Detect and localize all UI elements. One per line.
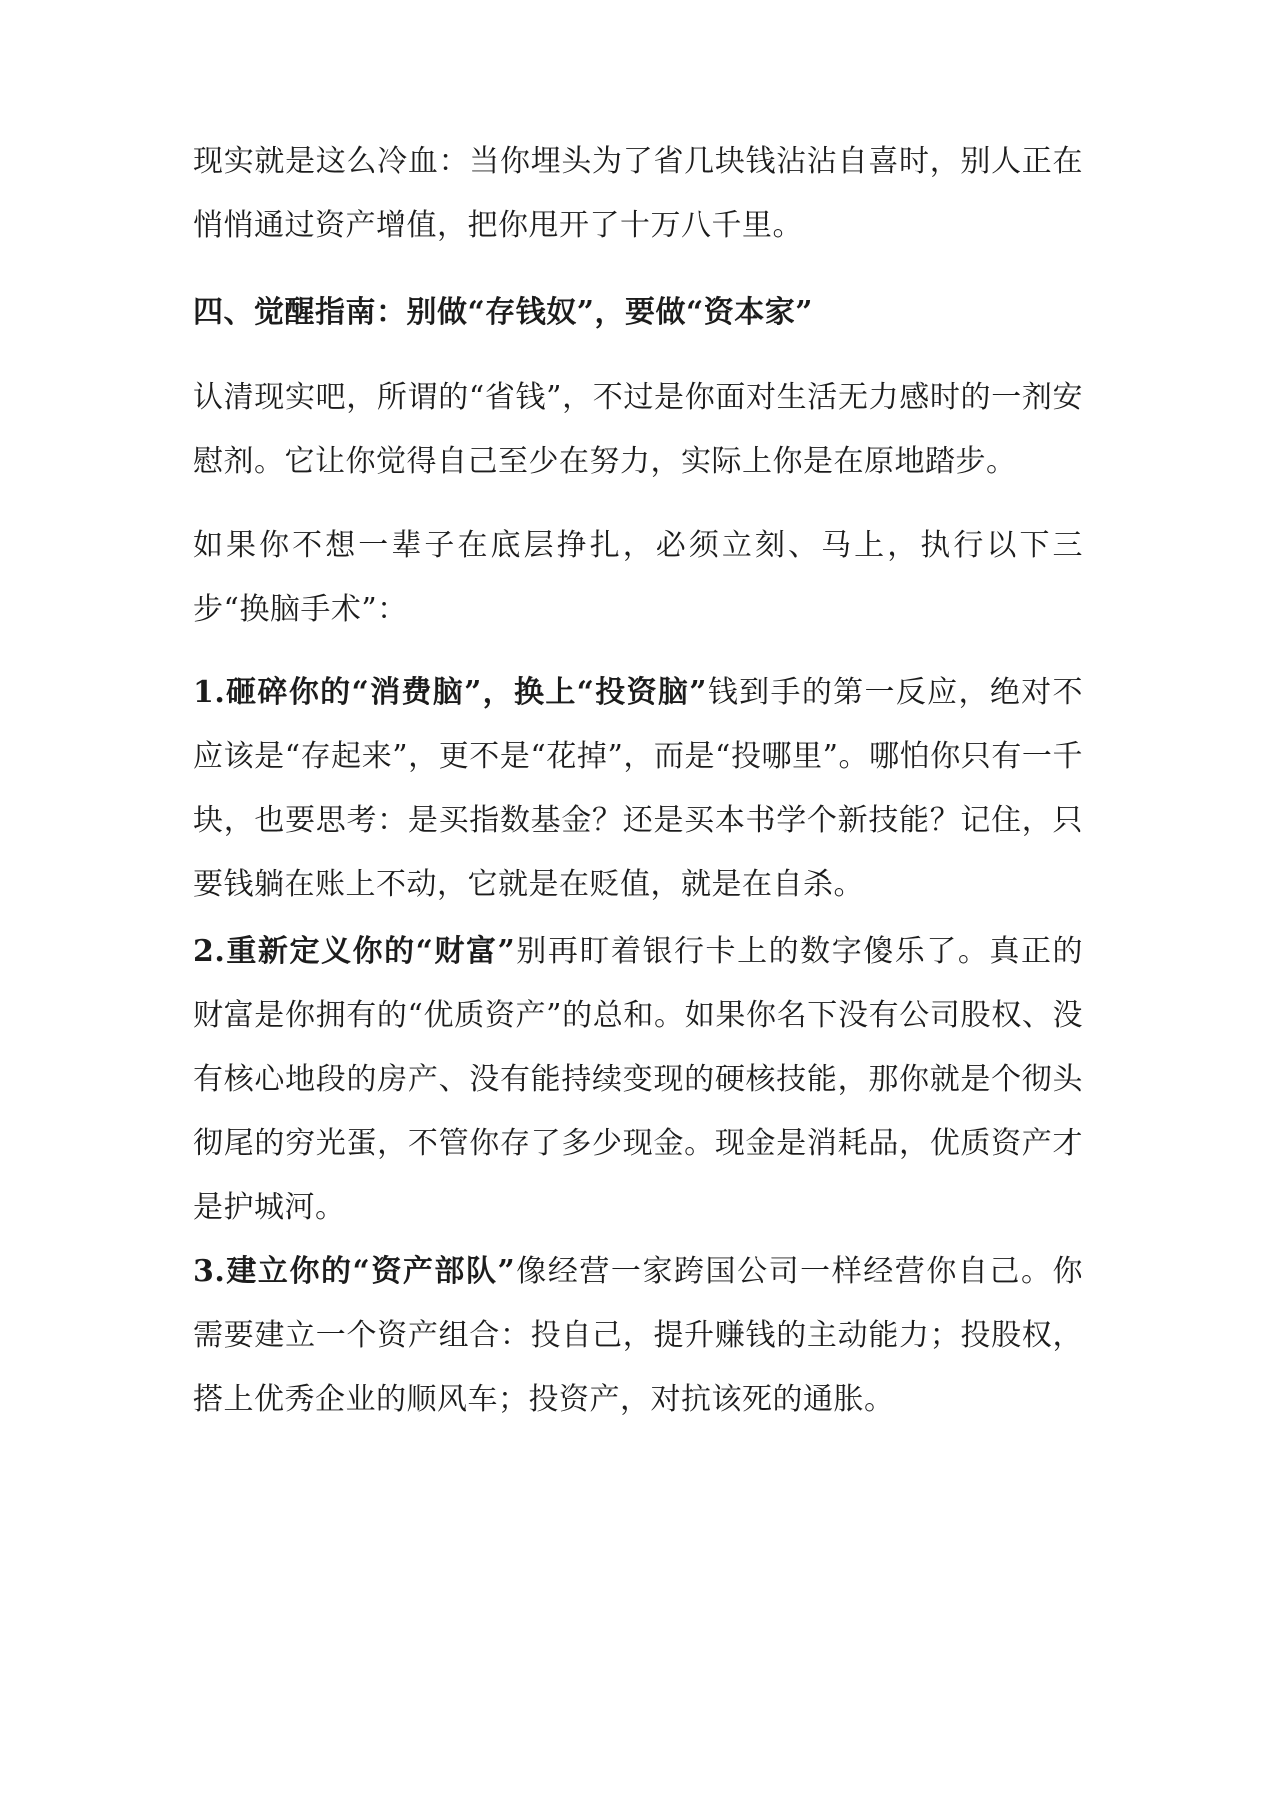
step-2-paragraph (193, 920, 1083, 1240)
paragraph-text: 如果你不想一辈子在底层挣扎，必须立刻、马上，执行以下三步“换脑手术”： (193, 528, 1083, 627)
step-3-paragraph (193, 1240, 1083, 1432)
heading-text: 四、觉醒指南：别做“存钱奴”，要做“资本家” (193, 295, 814, 330)
step-1-paragraph (193, 661, 1083, 917)
paragraph-text: 现实就是这么冷血：当你埋头为了省几块钱沾沾自喜时，别人正在悄悄通过资产增值，把你甩开了十万八千里。 (193, 144, 1083, 243)
step-1-title: 1.砸碎你的“消费脑”，换上“投资脑” (193, 675, 708, 710)
step-2-body: 别再盯着银行卡上的数字傻乐了。真正的财富是你拥有的“优质资产”的总和。如果你名下没有公司股权、没有核心地段的房产、没有能持续变现的硬核技能，那你就是个彻头彻尾的穷光蛋，不管你存了多少现金。现金是消耗品，优质资产才是护城河。 (193, 934, 1083, 1225)
section-heading-awakening-guide (193, 281, 1083, 345)
step-2-title: 2.重新定义你的“财富” (193, 934, 516, 969)
paragraph-text: 认清现实吧，所谓的“省钱”，不过是你面对生活无力感时的一剂安慰剂。它让你觉得自己至少在努力，实际上你是在原地踏步。 (193, 380, 1083, 479)
paragraph-three-steps-intro (193, 514, 1083, 642)
paragraph-reality (193, 130, 1083, 258)
step-1-body: 钱到手的第一反应，绝对不应该是“存起来”，更不是“花掉”，而是“投哪里”。哪怕你只有一千块，也要思考：是买指数基金？还是买本书学个新技能？记住，只要钱躺在账上不动，它就是在贬值，就是在自杀。 (193, 675, 1084, 902)
step-3-title: 3.建立你的“资产部队” (193, 1254, 516, 1289)
paragraph-placebo (193, 366, 1083, 494)
step-3-body: 像经营一家跨国公司一样经营你自己。你需要建立一个资产组合：投自己，提升赚钱的主动能力；投股权，搭上优秀企业的顺风车；投资产，对抗该死的通胀。 (193, 1254, 1083, 1417)
